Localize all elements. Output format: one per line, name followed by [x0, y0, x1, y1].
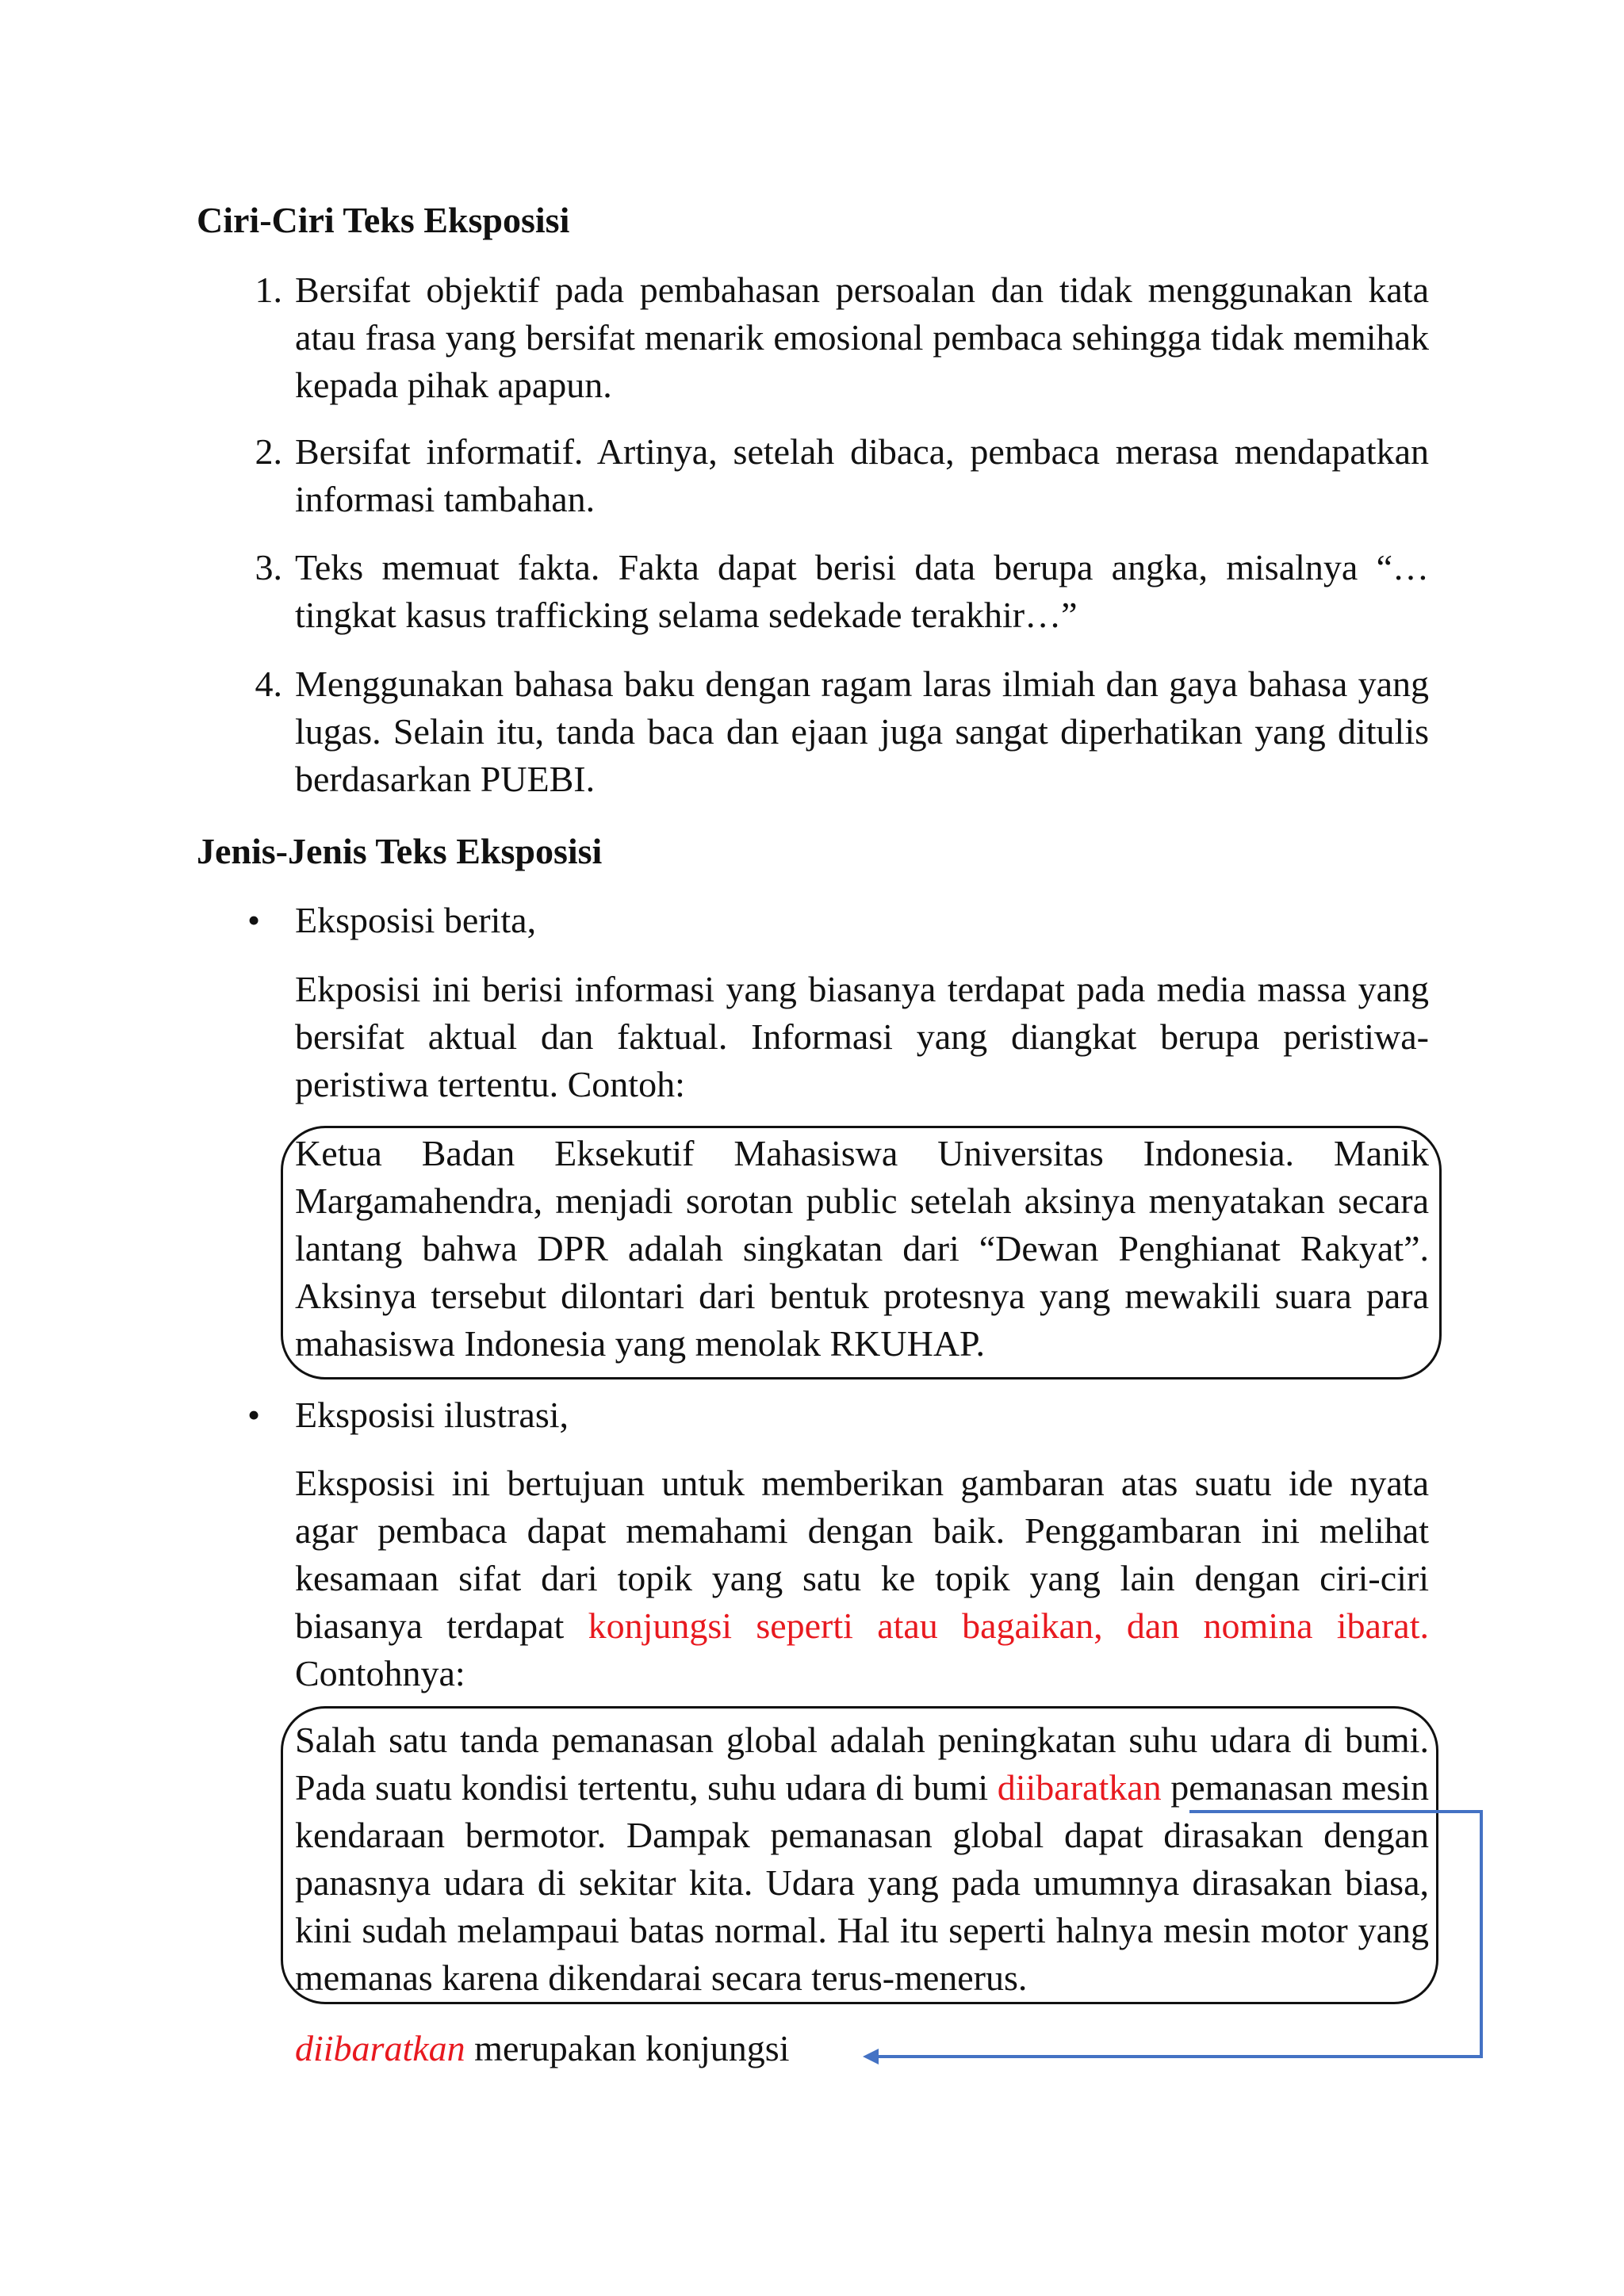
- bullet-icon: •: [247, 900, 261, 940]
- ilustrasi-example-end: pemanasan mesin kendaraan bermotor. Dampak pemanasan global dapat dirasakan dengan panasnya udara di sekitar kita. Udara yang pada umumnya dirasakan biasa, kini sudah melampaui batas normal. Hal itu seperti halnya mesin motor yang memanas karena dikendarai secara terus-menerus.: [295, 1767, 1429, 1998]
- ilustrasi-example-start: Salah satu tanda pemanasan global adalah peningkatan suhu udara di bumi. Pada suatu kondisi tertentu, suhu udara di bumi: [295, 1720, 1429, 1808]
- list-number: 2.: [255, 431, 282, 472]
- bullet-title-berita: Eksposisi berita,: [295, 900, 537, 940]
- arrow-line: [872, 1812, 1481, 2057]
- highlighted-konjungsi-text: konjungsi seperti atau bagaikan, dan nomina ibarat.: [588, 1605, 1429, 1646]
- list-number: 1.: [255, 270, 282, 310]
- bullet-title-ilustrasi: Eksposisi ilustrasi,: [295, 1395, 569, 1435]
- highlighted-diibaratkan: diibaratkan: [997, 1767, 1162, 1808]
- section-heading-ciri-ciri: Ciri-Ciri Teks Eksposisi: [197, 200, 570, 240]
- section-heading-jenis-jenis: Jenis-Jenis Teks Eksposisi: [197, 831, 603, 871]
- berita-description: Ekposisi ini berisi informasi yang biasanya terdapat pada media massa yang bersifat aktual dan faktual. Informasi yang diangkat berupa peristiwa-peristiwa tertentu. Contoh:: [295, 969, 1429, 1104]
- list-item-text: Teks memuat fakta. Fakta dapat berisi data berupa angka, misalnya “…tingkat kasus trafficking selama sedekade terakhir…”: [295, 547, 1429, 635]
- list-item-text: Bersifat objektif pada pembahasan persoalan dan tidak menggunakan kata atau frasa yang bersifat menarik emosional pembaca sehingga tidak memihak kepada pihak apapun.: [295, 270, 1429, 405]
- annotation-text: merupakan konjungsi: [465, 2028, 790, 2068]
- list-number: 4.: [255, 664, 282, 704]
- ilustrasi-description-end: Contohnya:: [295, 1653, 465, 1693]
- ilustrasi-description-text: Eksposisi ini bertujuan untuk memberikan gambaran atas suatu ide nyata agar pembaca dapat memahami dengan baik. Penggambaran ini melihat kesamaan sifat dari topik yang satu ke topik yang lain dengan ciri-ciri biasanya terdapat: [295, 1463, 1429, 1646]
- bullet-icon: •: [247, 1395, 261, 1435]
- berita-example-text: Ketua Badan Eksekutif Mahasiswa Universitas Indonesia. Manik Margamahendra, menjadi sorotan public setelah aksinya menyatakan secara lantang bahwa DPR adalah singkatan dari “Dewan Penghianat Rakyat”. Aksinya tersebut dilontari dari bentuk protesnya yang mewakili suara para mahasiswa Indonesia yang menolak RKUHAP.: [295, 1133, 1429, 1364]
- list-item-text: Bersifat informatif. Artinya, setelah dibaca, pembaca merasa mendapatkan informasi tambahan.: [295, 431, 1429, 519]
- list-number: 3.: [255, 547, 282, 587]
- list-item-text: Menggunakan bahasa baku dengan ragam laras ilmiah dan gaya bahasa yang lugas. Selain itu, tanda baca dan ejaan juga sangat diperhatikan yang ditulis berdasarkan PUEBI.: [295, 664, 1429, 799]
- annotation-highlight: diibaratkan: [295, 2028, 465, 2068]
- arrow-head-icon: [863, 2049, 879, 2064]
